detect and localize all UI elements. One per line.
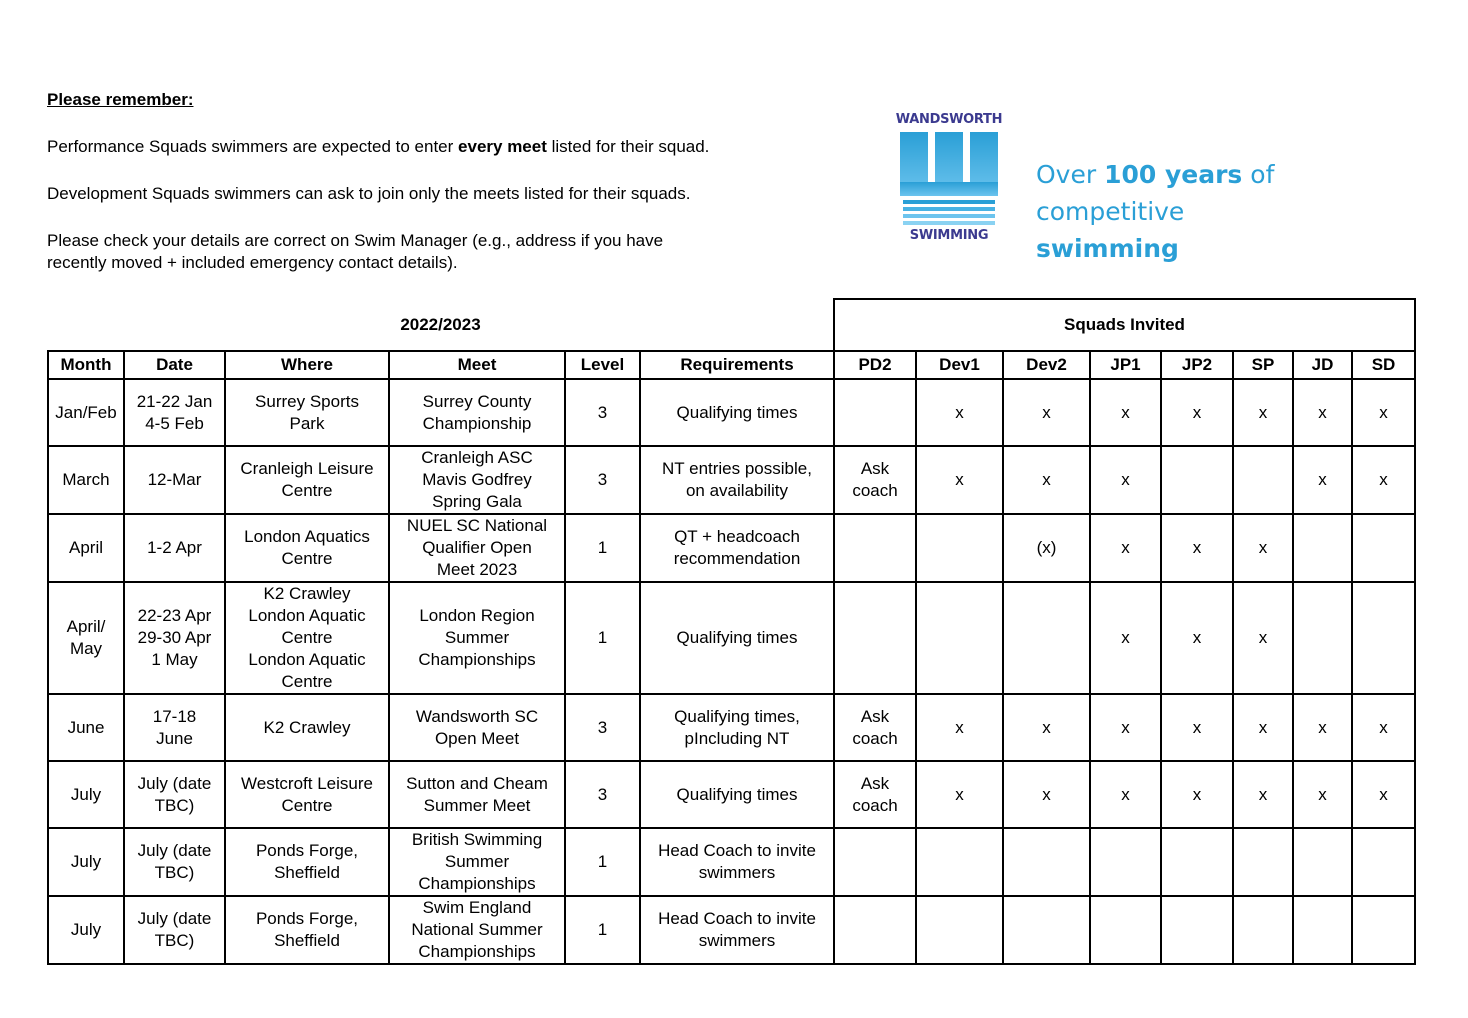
cell-date: July (date TBC) <box>124 896 225 964</box>
cell-jp2: x <box>1161 582 1233 694</box>
tagline-1c: of <box>1242 160 1275 189</box>
cell-where: Surrey Sports Park <box>225 379 389 446</box>
cell-month: Jan/Feb <box>48 379 124 446</box>
tagline-line-2 <box>1036 193 1333 267</box>
cell-dev2 <box>1003 828 1090 896</box>
cell-where: Ponds Forge, Sheffield <box>225 896 389 964</box>
cell-sd: x <box>1352 446 1415 514</box>
cell-month: July <box>48 761 124 828</box>
cell-dev2: x <box>1003 761 1090 828</box>
cell-req: Qualifying times <box>640 761 834 828</box>
cell-pd2 <box>834 379 916 446</box>
cell-pd2 <box>834 514 916 582</box>
cell-level: 3 <box>565 761 640 828</box>
cell-jp2: x <box>1161 379 1233 446</box>
table-row <box>48 582 1415 694</box>
cell-level: 3 <box>565 379 640 446</box>
notes-heading: Please remember: <box>47 90 194 109</box>
cell-dev1 <box>916 582 1003 694</box>
column-header-level: Level <box>565 351 640 379</box>
cell-jp2 <box>1161 828 1233 896</box>
table-row <box>48 828 1415 896</box>
cell-req: Head Coach to invite swimmers <box>640 828 834 896</box>
cell-meet: Swim England National Summer Championships <box>389 896 565 964</box>
cell-level: 1 <box>565 828 640 896</box>
cell-dev1: x <box>916 694 1003 761</box>
cell-dev1 <box>916 514 1003 582</box>
cell-jd <box>1293 514 1352 582</box>
cell-dev2: x <box>1003 446 1090 514</box>
cell-level: 1 <box>565 514 640 582</box>
cell-jp1 <box>1090 896 1161 964</box>
table-row <box>48 514 1415 582</box>
w-logo-icon <box>893 132 1005 228</box>
cell-date: July (date TBC) <box>124 828 225 896</box>
cell-meet: Cranleigh ASC Mavis Godfrey Spring Gala <box>389 446 565 514</box>
cell-dev2: x <box>1003 694 1090 761</box>
cell-req: Head Coach to invite swimmers <box>640 896 834 964</box>
cell-sp <box>1233 446 1293 514</box>
cell-jp2: x <box>1161 694 1233 761</box>
column-header-jp1: JP1 <box>1090 351 1161 379</box>
cell-dev1 <box>916 828 1003 896</box>
cell-where: Cranleigh Leisure Centre <box>225 446 389 514</box>
tagline-line-1 <box>1036 156 1333 193</box>
logo-top-text: WANDSWORTH <box>895 112 1003 127</box>
cell-sd: x <box>1352 761 1415 828</box>
cell-where: K2 Crawley London Aquatic Centre London Aquatic Centre <box>225 582 389 694</box>
cell-jd: x <box>1293 446 1352 514</box>
table-row <box>48 694 1415 761</box>
cell-sp: x <box>1233 694 1293 761</box>
cell-dev1: x <box>916 761 1003 828</box>
column-header-meet: Meet <box>389 351 565 379</box>
cell-dev1 <box>916 896 1003 964</box>
column-header-sd: SD <box>1352 351 1415 379</box>
cell-req: Qualifying times <box>640 582 834 694</box>
cell-sd <box>1352 896 1415 964</box>
cell-pd2 <box>834 828 916 896</box>
squads-invited-title: Squads Invited <box>834 299 1415 351</box>
cell-sd <box>1352 514 1415 582</box>
club-logo <box>893 112 1333 263</box>
cell-level: 3 <box>565 694 640 761</box>
notes-section <box>47 89 807 299</box>
cell-pd2 <box>834 582 916 694</box>
tagline-1b: 100 years <box>1104 160 1243 189</box>
tagline-2a: competitive <box>1036 197 1185 226</box>
cell-where: London Aquatics Centre <box>225 514 389 582</box>
cell-meet: Wandsworth SC Open Meet <box>389 694 565 761</box>
cell-sp <box>1233 828 1293 896</box>
cell-req: Qualifying times, pIncluding NT <box>640 694 834 761</box>
logo-tagline <box>1036 156 1333 267</box>
cell-sp: x <box>1233 582 1293 694</box>
cell-jp1 <box>1090 828 1161 896</box>
cell-level: 3 <box>565 446 640 514</box>
cell-jp1: x <box>1090 514 1161 582</box>
cell-jp2: x <box>1161 761 1233 828</box>
cell-jd: x <box>1293 379 1352 446</box>
cell-jp1: x <box>1090 761 1161 828</box>
table-row <box>48 379 1415 446</box>
cell-jd <box>1293 828 1352 896</box>
cell-meet: NUEL SC National Qualifier Open Meet 2023 <box>389 514 565 582</box>
cell-month: April <box>48 514 124 582</box>
cell-jp1: x <box>1090 582 1161 694</box>
notes-line1-bold: every meet <box>458 137 547 156</box>
cell-month: March <box>48 446 124 514</box>
column-header-requirements: Requirements <box>640 351 834 379</box>
tagline-2b: swimming <box>1036 234 1179 263</box>
table-row <box>48 761 1415 828</box>
cell-pd2: Ask coach <box>834 446 916 514</box>
column-header-dev1: Dev1 <box>916 351 1003 379</box>
cell-month: July <box>48 828 124 896</box>
cell-month: April/ May <box>48 582 124 694</box>
column-header-jd: JD <box>1293 351 1352 379</box>
cell-month: July <box>48 896 124 964</box>
notes-line1-pre: Performance Squads swimmers are expected to enter <box>47 137 459 156</box>
column-header-pd2: PD2 <box>834 351 916 379</box>
column-header-date: Date <box>124 351 225 379</box>
logo-bottom-text: SWIMMING <box>909 228 989 243</box>
cell-where: K2 Crawley <box>225 694 389 761</box>
table-header-row <box>48 351 1415 379</box>
cell-meet: Sutton and Cheam Summer Meet <box>389 761 565 828</box>
cell-where: Westcroft Leisure Centre <box>225 761 389 828</box>
notes-line1-post: listed for their squad. <box>546 137 710 156</box>
cell-date: 22-23 Apr 29-30 Apr 1 May <box>124 582 225 694</box>
cell-date: July (date TBC) <box>124 761 225 828</box>
cell-where: Ponds Forge, Sheffield <box>225 828 389 896</box>
cell-sp: x <box>1233 379 1293 446</box>
column-header-jp2: JP2 <box>1161 351 1233 379</box>
cell-dev2 <box>1003 582 1090 694</box>
column-header-sp: SP <box>1233 351 1293 379</box>
cell-date: 12-Mar <box>124 446 225 514</box>
cell-jp2 <box>1161 896 1233 964</box>
cell-sd: x <box>1352 379 1415 446</box>
cell-jd: x <box>1293 694 1352 761</box>
cell-pd2 <box>834 896 916 964</box>
cell-level: 1 <box>565 582 640 694</box>
cell-jp1: x <box>1090 446 1161 514</box>
cell-dev2: x <box>1003 379 1090 446</box>
cell-pd2: Ask coach <box>834 761 916 828</box>
cell-req: NT entries possible, on availability <box>640 446 834 514</box>
table-row <box>48 446 1415 514</box>
cell-dev2 <box>1003 896 1090 964</box>
cell-sd <box>1352 828 1415 896</box>
table-title-row <box>48 299 1415 351</box>
notes-line-details: Please check your details are correct on Swim Manager (e.g., address if you have recently moved + included emergency contact details). <box>47 231 664 272</box>
cell-date: 21-22 Jan 4-5 Feb <box>124 379 225 446</box>
cell-dev1: x <box>916 379 1003 446</box>
cell-jp2: x <box>1161 514 1233 582</box>
cell-req: Qualifying times <box>640 379 834 446</box>
cell-level: 1 <box>565 896 640 964</box>
cell-meet: London Region Summer Championships <box>389 582 565 694</box>
cell-month: June <box>48 694 124 761</box>
cell-jp1: x <box>1090 694 1161 761</box>
cell-date: 17-18 June <box>124 694 225 761</box>
cell-meet: Surrey County Championship <box>389 379 565 446</box>
table-row <box>48 896 1415 964</box>
cell-meet: British Swimming Summer Championships <box>389 828 565 896</box>
cell-jp1: x <box>1090 379 1161 446</box>
column-header-dev2: Dev2 <box>1003 351 1090 379</box>
cell-sp: x <box>1233 761 1293 828</box>
cell-dev1: x <box>916 446 1003 514</box>
column-header-where: Where <box>225 351 389 379</box>
cell-sd <box>1352 582 1415 694</box>
column-header-month: Month <box>48 351 124 379</box>
cell-jp2 <box>1161 446 1233 514</box>
cell-req: QT + headcoach recommendation <box>640 514 834 582</box>
cell-sp <box>1233 896 1293 964</box>
meets-schedule-table <box>47 298 1416 965</box>
notes-line-development: Development Squads swimmers can ask to join only the meets listed for their squads. <box>47 184 691 203</box>
cell-date: 1-2 Apr <box>124 514 225 582</box>
cell-jd: x <box>1293 761 1352 828</box>
cell-jd <box>1293 582 1352 694</box>
notes-line-performance <box>47 136 807 158</box>
cell-jd <box>1293 896 1352 964</box>
cell-sp: x <box>1233 514 1293 582</box>
tagline-1a: Over <box>1036 160 1105 189</box>
cell-sd: x <box>1352 694 1415 761</box>
season-title: 2022/2023 <box>48 299 834 351</box>
cell-pd2: Ask coach <box>834 694 916 761</box>
cell-dev2: (x) <box>1003 514 1090 582</box>
